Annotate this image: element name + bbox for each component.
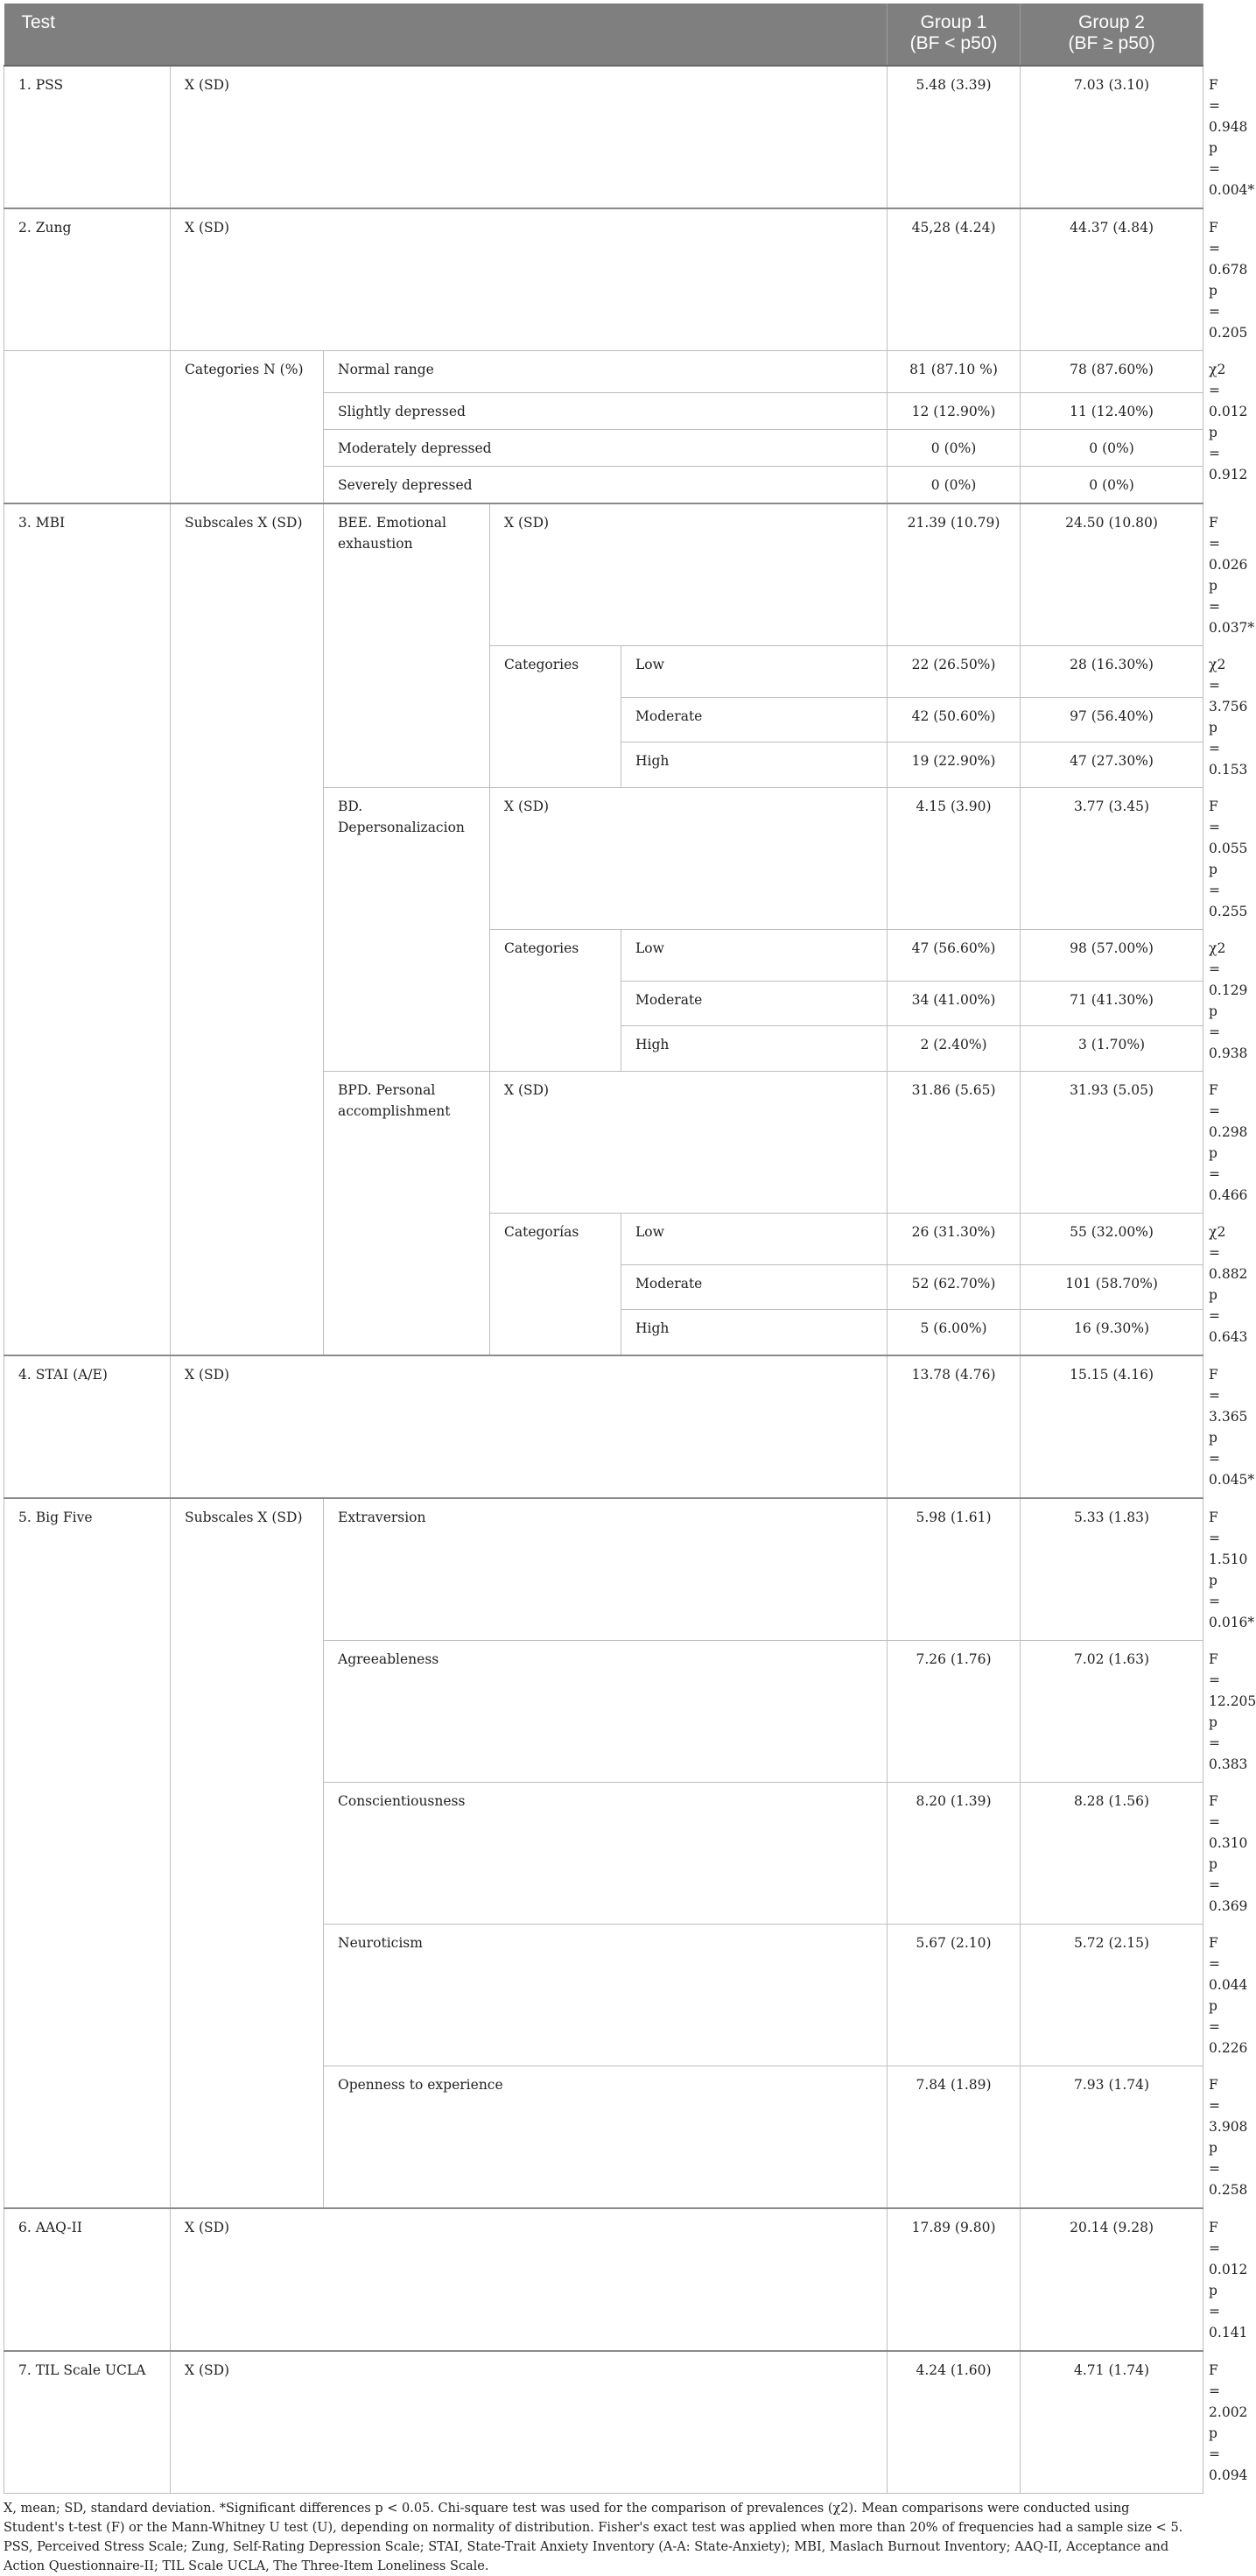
results-table-container <box>4 4 1256 2576</box>
group1-value: 4.15 (3.90) <box>888 788 1021 930</box>
measure-label: X (SD) <box>171 2208 888 2351</box>
group1-value: 12 (12.90%) <box>888 393 1021 430</box>
header-group2-line1: Group 2 <box>1078 12 1145 32</box>
group2-value: 0 (0%) <box>1021 430 1203 467</box>
group1-value: 22 (26.50%) <box>888 646 1021 698</box>
table-row-aaq: 6. AAQ-II X (SD) 17.89 (9.80) 20.14 (9.28) F = 0.012 p = 0.141 <box>4 2208 1203 2351</box>
category-item-label: Low <box>621 1214 888 1265</box>
test-name: 3. MBI <box>4 503 171 1355</box>
subscale-name: Openness to experience <box>324 2066 888 2209</box>
subscale-name: Extraversion <box>324 1498 888 1641</box>
group1-value: 81 (87.10 %) <box>888 351 1021 393</box>
group2-value: 8.28 (1.56) <box>1021 1783 1203 1925</box>
group2-value: 98 (57.00%) <box>1021 930 1203 982</box>
group2-value: 11 (12.40%) <box>1021 393 1203 430</box>
table-row-bigfive: Conscientiousness 8.20 (1.39) 8.28 (1.56) F = 0.310 p = 0.369 <box>4 1783 1203 1925</box>
group2-value: 44.37 (4.84) <box>1021 208 1203 351</box>
subscale-name: BPD. Personal accomplishment <box>324 1072 490 1356</box>
table-row-mbi-bee: 3. MBI Subscales X (SD) BEE. Emotional exhaustion X (SD) 21.39 (10.79) 24.50 (10.80) F = 0.026 p = 0.037* <box>4 503 1203 646</box>
category-item-label: Moderate <box>621 981 888 1026</box>
group2-value: 47 (27.30%) <box>1021 743 1203 788</box>
group2-value: 3.77 (3.45) <box>1021 788 1203 930</box>
table-row-pss: 1. PSS X (SD) 5.48 (3.39) 7.03 (3.10) F = 0.948 p = 0.004* <box>4 66 1203 208</box>
header-group1-line1: Group 1 <box>920 12 987 32</box>
group2-value: 55 (32.00%) <box>1021 1214 1203 1265</box>
group1-value: 26 (31.30%) <box>888 1214 1021 1265</box>
category-item-label: Severely depressed <box>324 467 888 504</box>
category-item-label: Moderate <box>621 697 888 743</box>
group1-value: 17.89 (9.80) <box>888 2208 1021 2351</box>
group1-value: 47 (56.60%) <box>888 930 1021 982</box>
table-row-bigfive: 5. Big Five Subscales X (SD) Extraversion 5.98 (1.61) 5.33 (1.83) F = 1.510 p = 0.016* <box>4 1498 1203 1641</box>
header-group2-line2: (BF ≥ p50) <box>1068 33 1155 53</box>
table-row-mbi-bd-category: Categories Low 47 (56.60%) 98 (57.00%) χ2 = 0.129 p = 0.938 <box>4 930 1203 982</box>
group2-value: 7.03 (3.10) <box>1021 66 1203 208</box>
subscale-name: BEE. Emotional exhaustion <box>324 503 490 788</box>
group2-value: 15.15 (4.16) <box>1021 1355 1203 1498</box>
group2-value: 4.71 (1.74) <box>1021 2351 1203 2494</box>
results-table <box>4 4 1256 2494</box>
table-row-bigfive: Agreeableness 7.26 (1.76) 7.02 (1.63) F = 12.205 p = 0.383 <box>4 1641 1203 1783</box>
test-name: 4. STAI (A/E) <box>4 1355 171 1498</box>
group1-value: 31.86 (5.65) <box>888 1072 1021 1214</box>
category-label: Categories <box>490 646 621 788</box>
category-label-text: Categories N (%) <box>185 362 304 377</box>
group1-value: 34 (41.00%) <box>888 981 1021 1026</box>
group1-value: 45,28 (4.24) <box>888 208 1021 351</box>
group1-value: 21.39 (10.79) <box>888 503 1021 646</box>
category-label: Categorías <box>490 1214 621 1356</box>
group2-value: 78 (87.60%) <box>1021 351 1203 393</box>
group2-value: 0 (0%) <box>1021 467 1203 504</box>
group1-value: 0 (0%) <box>888 467 1021 504</box>
group1-value: 2 (2.40%) <box>888 1026 1021 1072</box>
group2-value: 101 (58.70%) <box>1021 1264 1203 1310</box>
table-row-bigfive: Neuroticism 5.67 (2.10) 5.72 (2.15) F = 0.044 p = 0.226 <box>4 1925 1203 2066</box>
category-item-label: High <box>621 1310 888 1355</box>
header-group2 <box>1021 4 1203 66</box>
group2-value: 24.50 (10.80) <box>1021 503 1203 646</box>
group2-value: 3 (1.70%) <box>1021 1026 1203 1072</box>
measure-label: Subscales X (SD) <box>171 503 324 1355</box>
group1-value: 7.84 (1.89) <box>888 2066 1021 2209</box>
group1-value: 5.67 (2.10) <box>888 1925 1021 2066</box>
group2-value: 7.93 (1.74) <box>1021 2066 1203 2209</box>
category-item-label: Low <box>621 930 888 982</box>
category-label: Categories <box>490 930 621 1072</box>
header-group1-line2: (BF < p50) <box>909 33 998 53</box>
group2-value: 20.14 (9.28) <box>1021 2208 1203 2351</box>
category-item-label: Slightly depressed <box>324 393 888 430</box>
measure-label: X (SD) <box>490 788 888 930</box>
subscale-name: Agreeableness <box>324 1641 888 1783</box>
measure-label: X (SD) <box>490 1072 888 1214</box>
category-item-label: Normal range <box>324 351 888 393</box>
measure-label: Subscales X (SD) <box>171 1498 324 2208</box>
category-item-label: Moderate <box>621 1264 888 1310</box>
header-row: Test Group 1 (BF < p50) Group 2 (BF ≥ p50) p-value <box>4 4 1203 66</box>
measure-label: X (SD) <box>171 2351 888 2494</box>
group1-value: 4.24 (1.60) <box>888 2351 1021 2494</box>
group1-value: 42 (50.60%) <box>888 697 1021 743</box>
category-label <box>171 351 324 504</box>
test-name: 6. AAQ-II <box>4 2208 171 2351</box>
group1-value: 13.78 (4.76) <box>888 1355 1021 1498</box>
table-row-mbi-bpd: BPD. Personal accomplishment X (SD) 31.86 (5.65) 31.93 (5.05) F = 0.298 p = 0.466 <box>4 1072 1203 1214</box>
group2-value: 28 (16.30%) <box>1021 646 1203 698</box>
group1-value: 5 (6.00%) <box>888 1310 1021 1355</box>
category-item-label: Low <box>621 646 888 698</box>
header-group1 <box>888 4 1021 66</box>
measure-label: X (SD) <box>171 208 888 351</box>
category-item-label: High <box>621 743 888 788</box>
group2-value: 97 (56.40%) <box>1021 697 1203 743</box>
subscale-name: Conscientiousness <box>324 1783 888 1925</box>
measure-label: X (SD) <box>171 66 888 208</box>
test-name: 7. TIL Scale UCLA <box>4 2351 171 2494</box>
group2-value: 5.33 (1.83) <box>1021 1498 1203 1641</box>
test-name: 1. PSS <box>4 66 171 208</box>
measure-label: X (SD) <box>171 1355 888 1498</box>
group1-value: 19 (22.90%) <box>888 743 1021 788</box>
group1-value: 5.48 (3.39) <box>888 66 1021 208</box>
group1-value: 52 (62.70%) <box>888 1264 1021 1310</box>
group2-value: 5.72 (2.15) <box>1021 1925 1203 2066</box>
table-row-zung-category: Categories N (%) Normal range 81 (87.10 %) 78 (87.60%) χ2 = 0.012 p = 0.912 <box>4 351 1203 393</box>
table-footnote: X, mean; SD, standard deviation. *Significant differences p < 0.05. Chi-square test was used for the comparison of prevalences (χ2). Mean comparisons were conducted using Student's t-test (F) or the Mann-Whitney U test (U), depending on normality of distribution. Fisher's exact test was applied when more than 20% of frequencies had a sample size < 5. PSS, Perceived Stress Scale; Zung, Self-Rating Depression Scale; STAI, State-Trait Anxiety Inventory (A-A: State-Anxiety); MBI, Maslach Burnout Inventory; AAQ-II, Acceptance and Action Questionnaire-II; TIL Scale UCLA, The Three-Item Loneliness Scale. <box>4 2502 1183 2573</box>
table-row-bigfive: Openness to experience 7.84 (1.89) 7.93 (1.74) F = 3.908 p = 0.258 <box>4 2066 1203 2209</box>
category-item-label: Moderately depressed <box>324 430 888 467</box>
group2-value: 31.93 (5.05) <box>1021 1072 1203 1214</box>
table-row-zung: 2. Zung X (SD) 45,28 (4.24) 44.37 (4.84) F = 0.678 p = 0.205 <box>4 208 1203 351</box>
table-row-mbi-bee-category: Categories Low 22 (26.50%) 28 (16.30%) χ2 = 3.756 p = 0.153 <box>4 646 1203 698</box>
subscale-name: BD. Depersonalizacion <box>324 788 490 1072</box>
group1-value: 7.26 (1.76) <box>888 1641 1021 1783</box>
test-name: 5. Big Five <box>4 1498 171 2208</box>
table-row-mbi-bpd-category: Categorías Low 26 (31.30%) 55 (32.00%) χ2 = 0.882 p = 0.643 <box>4 1214 1203 1265</box>
group1-value: 0 (0%) <box>888 430 1021 467</box>
table-row-til: 7. TIL Scale UCLA X (SD) 4.24 (1.60) 4.71 (1.74) F = 2.002 p = 0.094 <box>4 2351 1203 2494</box>
test-name: 2. Zung <box>4 208 171 351</box>
measure-label: X (SD) <box>490 503 888 646</box>
group2-value: 71 (41.30%) <box>1021 981 1203 1026</box>
table-row-mbi-bd: BD. Depersonalizacion X (SD) 4.15 (3.90) 3.77 (3.45) F = 0.055 p = 0.255 <box>4 788 1203 930</box>
test-name-empty <box>4 351 171 504</box>
group2-value: 16 (9.30%) <box>1021 1310 1203 1355</box>
subscale-name: Neuroticism <box>324 1925 888 2066</box>
group1-value: 8.20 (1.39) <box>888 1783 1021 1925</box>
header-test: Test <box>4 4 888 66</box>
group2-value: 7.02 (1.63) <box>1021 1641 1203 1783</box>
group1-value: 5.98 (1.61) <box>888 1498 1021 1641</box>
category-item-label: High <box>621 1026 888 1072</box>
table-row-stai: 4. STAI (A/E) X (SD) 13.78 (4.76) 15.15 (4.16) F = 3.365 p = 0.045* <box>4 1355 1203 1498</box>
